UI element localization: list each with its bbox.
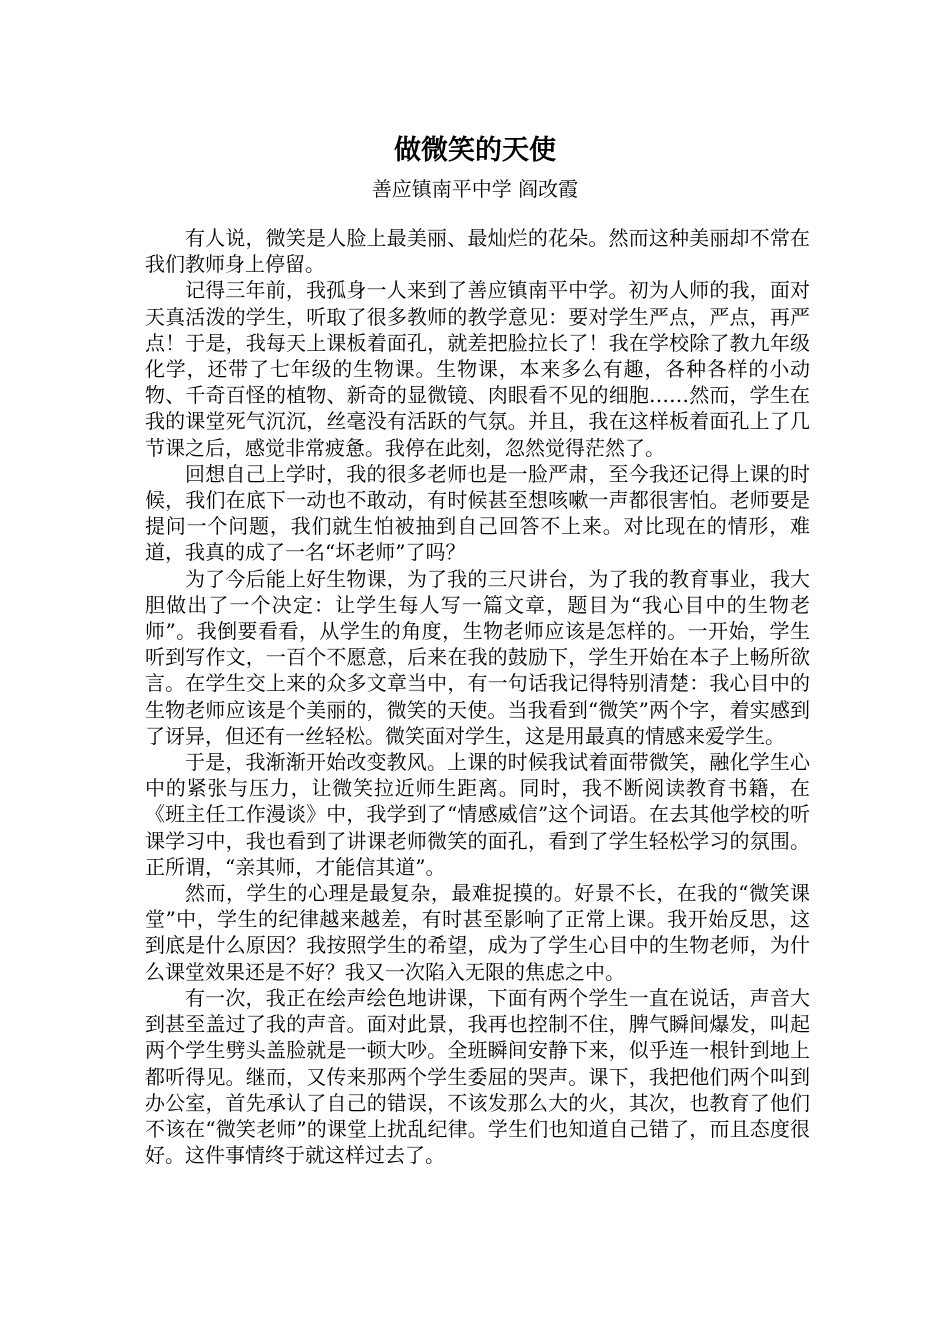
paragraph: 为了今后能上好生物课，为了我的三尺讲台，为了我的教育事业，我大胆做出了一个决定：让学生每人写一篇文章，题目为“我心目中的生物老师”。我倒要看看，从学生的角度，生物老师应该是怎样的。一开始，学生听到写作文，一百个不愿意，后来在我的鼓励下，学生开始在本子上畅所欲言。在学生交上来的众多文章当中，有一句话我记得特别清楚：我心目中的生物老师应该是个美丽的，微笑的天使。当我看到“微笑”两个字，着实感到了讶异，但还有一丝轻松。微笑面对学生，这是用最真的情感来爱学生。: [145, 566, 810, 748]
paragraph: 然而，学生的心理是最复杂，最难捉摸的。好景不长，在我的“微笑课堂”中，学生的纪律越来越差，有时甚至影响了正常上课。我开始反思，这到底是什么原因？我按照学生的希望，成为了学生心目中的生物老师，为什么课堂效果还是不好？我又一次陷入无限的焦虑之中。: [145, 881, 810, 984]
article-author: 善应镇南平中学 阎改霞: [371, 177, 579, 201]
paragraph: 有一次，我正在绘声绘色地讲课，下面有两个学生一直在说话，声音大到甚至盖过了我的声音。面对此景，我再也控制不住，脾气瞬间爆发，叫起两个学生劈头盖脸就是一顿大吵。全班瞬间安静下来，似乎连一根针到地上都听得见。继而，又传来那两个学生委屈的哭声。课下，我把他们两个叫到办公室，首先承认了自己的错误，不该发那么大的火，其次，也教育了他们不该在“微笑老师”的课堂上扰乱纪律。学生们也知道自己错了，而且态度很好。这件事情终于就这样过去了。: [145, 985, 810, 1168]
article-body: [145, 225, 810, 1168]
paragraph: 记得三年前，我孤身一人来到了善应镇南平中学。初为人师的我，面对天真活泼的学生，听取了很多教师的教学意见：要对学生严点，严点，再严点！于是，我每天上课板着面孔，就差把脸拉长了！我在学校除了教九年级化学，还带了七年级的生物课。生物课，本来多么有趣，各种各样的小动物、千奇百怪的植物、新奇的显微镜、肉眼看不见的细胞……然而，学生在我的课堂死气沉沉，丝毫没有活跃的气氛。并且，我在这样板着面孔上了几节课之后，感觉非常疲惫。我停在此刻，忽然觉得茫然了。: [145, 278, 810, 460]
paragraph: 有人说，微笑是人脸上最美丽、最灿烂的花朵。然而这种美丽却不常在我们教师身上停留。: [145, 226, 810, 277]
paragraph: 于是，我渐渐开始改变教风。上课的时候我试着面带微笑，融化学生心中的紧张与压力，让微笑拉近师生距离。同时，我不断阅读教育书籍，在《班主任工作漫谈》中，我学到了“情感威信”这个词语。在去其他学校的听课学习中，我也看到了讲课老师微笑的面孔，看到了学生轻松学习的氛围。正所谓，“亲其师，才能信其道”。: [145, 750, 810, 879]
article-title: 做微笑的天使: [394, 135, 556, 166]
paragraph: 回想自己上学时，我的很多老师也是一脸严肃，至今我还记得上课的时候，我们在底下一动也不敢动，有时候甚至想咳嗽一声都很害怕。老师要是提问一个问题，我们就生怕被抽到自己回答不上来。对比现在的情形，难道，我真的成了一名“坏老师”了吗？: [145, 461, 810, 565]
